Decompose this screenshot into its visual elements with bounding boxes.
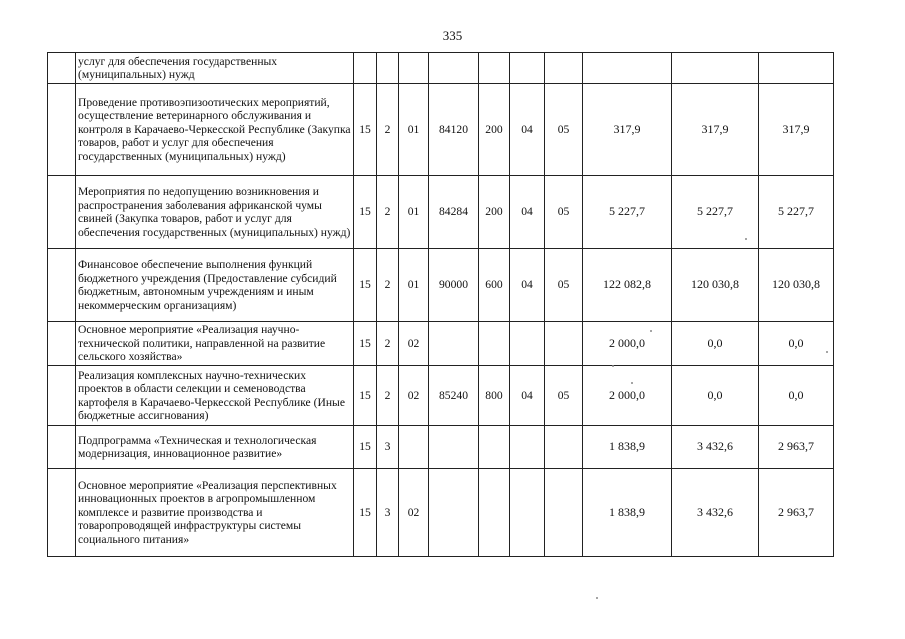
code-cell-c3: 02 xyxy=(399,469,429,557)
amount-cell-y2: 317,9 xyxy=(672,84,759,176)
code-cell-c3 xyxy=(399,426,429,469)
budget-table xyxy=(47,52,834,557)
code-cell-c4: 84120 xyxy=(429,84,479,176)
code-cell-c7 xyxy=(545,322,583,366)
code-cell-c3: 02 xyxy=(399,366,429,426)
code-cell-c4: 84284 xyxy=(429,176,479,249)
scan-speck xyxy=(631,382,633,384)
code-cell-c6: 04 xyxy=(510,366,545,426)
code-cell-c2: 2 xyxy=(377,249,399,322)
code-cell-c2: 3 xyxy=(377,426,399,469)
row-number-cell xyxy=(48,84,76,176)
amount-cell-y3: 2 963,7 xyxy=(759,469,834,557)
amount-cell-y2: 0,0 xyxy=(672,366,759,426)
row-name-cell: Подпрограмма «Техническая и технологическая модернизация, инновационное развитие» xyxy=(76,426,354,469)
row-name-cell: Реализация комплексных научно-технических проектов в области селекции и семеноводства картофеля в Карачаево-Черкесской Республике (Иные бюджетные ассигнования) xyxy=(76,366,354,426)
row-name-cell: Основное мероприятие «Реализация перспективных инновационных проектов в агропромышленном комплексе и развитие производства и товаропроводящей инфраструктуры системы социального питания» xyxy=(76,469,354,557)
code-cell-c5: 200 xyxy=(479,176,510,249)
amount-cell-y3: 5 227,7 xyxy=(759,176,834,249)
amount-cell-y1: 2 000,0 xyxy=(583,366,672,426)
scan-speck xyxy=(612,365,614,367)
amount-cell-y3: 0,0 xyxy=(759,322,834,366)
table-row xyxy=(48,249,834,322)
code-cell-c5 xyxy=(479,53,510,84)
table-row xyxy=(48,366,834,426)
amount-cell-y1: 1 838,9 xyxy=(583,469,672,557)
code-cell-c2: 3 xyxy=(377,469,399,557)
code-cell-c1: 15 xyxy=(354,366,377,426)
amount-cell-y2: 3 432,6 xyxy=(672,426,759,469)
code-cell-c6: 04 xyxy=(510,84,545,176)
code-cell-c6 xyxy=(510,426,545,469)
amount-cell-y3: 317,9 xyxy=(759,84,834,176)
code-cell-c2: 2 xyxy=(377,176,399,249)
code-cell-c5: 600 xyxy=(479,249,510,322)
amount-cell-y2: 120 030,8 xyxy=(672,249,759,322)
code-cell-c1: 15 xyxy=(354,249,377,322)
scan-speck xyxy=(745,238,747,240)
code-cell-c7 xyxy=(545,53,583,84)
row-number-cell xyxy=(48,426,76,469)
code-cell-c3: 02 xyxy=(399,322,429,366)
amount-cell-y1 xyxy=(583,53,672,84)
scan-speck xyxy=(826,351,828,353)
code-cell-c6 xyxy=(510,469,545,557)
amount-cell-y1: 122 082,8 xyxy=(583,249,672,322)
code-cell-c1 xyxy=(354,53,377,84)
code-cell-c4 xyxy=(429,426,479,469)
code-cell-c4: 90000 xyxy=(429,249,479,322)
code-cell-c2: 2 xyxy=(377,84,399,176)
row-name-cell: Проведение противоэпизоотических мероприятий, осуществление ветеринарного обслуживания и контроля в Карачаево-Черкесской Республике (Закупка товаров, работ и услуг для обеспечения государственных (муниципальных) нужд) xyxy=(76,84,354,176)
code-cell-c3: 01 xyxy=(399,176,429,249)
code-cell-c7 xyxy=(545,426,583,469)
row-number-cell xyxy=(48,322,76,366)
code-cell-c7: 05 xyxy=(545,176,583,249)
table-row xyxy=(48,176,834,249)
amount-cell-y2: 3 432,6 xyxy=(672,469,759,557)
row-name-cell: услуг для обеспечения государственных (муниципальных) нужд xyxy=(76,53,354,84)
code-cell-c4 xyxy=(429,53,479,84)
amount-cell-y2: 0,0 xyxy=(672,322,759,366)
code-cell-c3 xyxy=(399,53,429,84)
table-row xyxy=(48,426,834,469)
code-cell-c2 xyxy=(377,53,399,84)
amount-cell-y3: 120 030,8 xyxy=(759,249,834,322)
amount-cell-y3: 2 963,7 xyxy=(759,426,834,469)
amount-cell-y2 xyxy=(672,53,759,84)
code-cell-c4 xyxy=(429,469,479,557)
code-cell-c4 xyxy=(429,322,479,366)
table-row xyxy=(48,469,834,557)
code-cell-c5 xyxy=(479,426,510,469)
code-cell-c5: 800 xyxy=(479,366,510,426)
scan-speck xyxy=(650,330,652,332)
row-number-cell xyxy=(48,176,76,249)
code-cell-c3: 01 xyxy=(399,84,429,176)
amount-cell-y1: 1 838,9 xyxy=(583,426,672,469)
row-number-cell xyxy=(48,53,76,84)
code-cell-c4: 85240 xyxy=(429,366,479,426)
code-cell-c7: 05 xyxy=(545,366,583,426)
code-cell-c7: 05 xyxy=(545,249,583,322)
code-cell-c7: 05 xyxy=(545,84,583,176)
table-row xyxy=(48,84,834,176)
code-cell-c6 xyxy=(510,322,545,366)
row-number-cell xyxy=(48,469,76,557)
amount-cell-y3: 0,0 xyxy=(759,366,834,426)
amount-cell-y2: 5 227,7 xyxy=(672,176,759,249)
code-cell-c5 xyxy=(479,322,510,366)
amount-cell-y1: 2 000,0 xyxy=(583,322,672,366)
code-cell-c1: 15 xyxy=(354,84,377,176)
row-name-cell: Финансовое обеспечение выполнения функций бюджетного учреждения (Предоставление субсидий бюджетным, автономным учреждениям и иным некоммерческим организациям) xyxy=(76,249,354,322)
amount-cell-y1: 317,9 xyxy=(583,84,672,176)
row-number-cell xyxy=(48,249,76,322)
scan-speck xyxy=(596,597,598,599)
table-row xyxy=(48,53,834,84)
code-cell-c3: 01 xyxy=(399,249,429,322)
code-cell-c6: 04 xyxy=(510,249,545,322)
code-cell-c6: 04 xyxy=(510,176,545,249)
row-name-cell: Мероприятия по недопущению возникновения и распространения заболевания африканской чумы свиней (Закупка товаров, работ и услуг для обеспечения государственных (муниципальных) нужд) xyxy=(76,176,354,249)
code-cell-c1: 15 xyxy=(354,322,377,366)
amount-cell-y1: 5 227,7 xyxy=(583,176,672,249)
code-cell-c5 xyxy=(479,469,510,557)
page-number: 335 xyxy=(442,28,463,43)
code-cell-c1: 15 xyxy=(354,176,377,249)
table-row xyxy=(48,322,834,366)
code-cell-c1: 15 xyxy=(354,426,377,469)
code-cell-c1: 15 xyxy=(354,469,377,557)
code-cell-c5: 200 xyxy=(479,84,510,176)
row-name-cell: Основное мероприятие «Реализация научно-технической политики, направленной на развитие сельского хозяйства» xyxy=(76,322,354,366)
row-number-cell xyxy=(48,366,76,426)
code-cell-c2: 2 xyxy=(377,366,399,426)
code-cell-c6 xyxy=(510,53,545,84)
code-cell-c7 xyxy=(545,469,583,557)
amount-cell-y3 xyxy=(759,53,834,84)
table-body xyxy=(48,53,834,557)
code-cell-c2: 2 xyxy=(377,322,399,366)
